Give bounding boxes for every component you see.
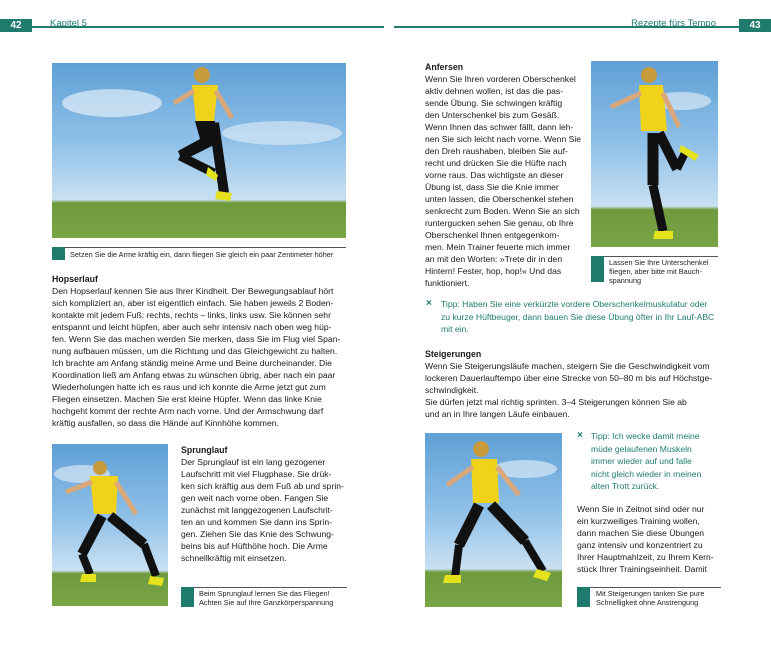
text-line: sende Übung. Sie schwingen kräftig <box>425 98 563 108</box>
tip1-text <box>441 298 731 336</box>
text-line: recht und drücken Sie die Hüfte nach <box>425 158 567 168</box>
text-line: ten an und kommen Sie dann ins Sprin- <box>181 517 332 527</box>
tip-line: alten Trott zurück. <box>591 481 660 491</box>
caption-line: spannung <box>609 276 642 285</box>
text-line: Wiederholungen hatte ich es raus und ich konnte die Arme jetzt gut zum <box>52 382 326 392</box>
text-line: Ihrer Hauptmahlzeit, zu Ihrem Kern- <box>577 552 714 562</box>
right-page-title: Rezepte fürs Tempo <box>631 18 716 29</box>
text-line: ein kurzweiliges Training wollen, <box>577 516 700 526</box>
anfersen-heading: Anfersen <box>425 62 464 72</box>
runner-sprint-photo <box>425 433 562 607</box>
runner-skipping-photo <box>52 63 346 238</box>
text-line: funktioniert. <box>425 278 470 288</box>
anfersen-section <box>425 61 581 289</box>
text-line: sich kompliziert an, aber ist eigentlich einfach. Sie haben jeweils 2 Boden- <box>52 298 334 308</box>
right-page-number: 43 <box>739 19 771 32</box>
caption-marker <box>52 247 65 260</box>
text-line: runtergucken sehen Sie genau, ob Ihre <box>425 218 574 228</box>
caption-rule <box>577 587 721 588</box>
text-line: fen. Wenn Sie das machen werden Sie merken, dass Sie im Flug viel Span- <box>52 334 341 344</box>
tip-line: zu kurze Hüftbeuger, dann bauen Sie diese Übung öfter in Ihr Lauf-ABC <box>441 311 715 322</box>
tip-line: immer wieder auf und falle <box>591 456 692 466</box>
text-line: Ich brachte am Anfang ständig meine Arme und Beine durcheinander. Die <box>52 358 332 368</box>
hopserlauf-section <box>52 273 348 429</box>
text-line: Wenn Ihnen das schwer fällt, dann leh- <box>425 122 574 132</box>
tip2-text <box>591 430 721 493</box>
text-line: hochgeht kommt der rechte Arm nach vorne. Und der Armschwung darf <box>52 406 324 416</box>
tip-line: mit ein. <box>441 324 469 334</box>
caption-rule <box>181 587 347 588</box>
text-line: beins bis auf Hüfthöhe hoch. Die Arme <box>181 541 328 551</box>
text-line: schnellkräftig mit einsetzen. <box>181 553 287 563</box>
tip-line: nicht gleich wieder in meinen <box>591 468 702 479</box>
text-line: Wenn Sie Steigerungsläufe machen, steigern Sie die Geschwindigkeit vom <box>425 361 710 371</box>
photo4-caption <box>596 589 724 607</box>
text-line: Wenn Sie Ihren vorderen Oberschenkel <box>425 74 576 84</box>
text-line: Hintern! Fester, hop, hop!« Und das <box>425 266 562 276</box>
caption-marker <box>591 256 604 282</box>
photo2-caption <box>199 589 349 607</box>
caption-line: Mit Steigerungen tanken Sie pure <box>596 589 705 598</box>
runner-bounding-photo <box>52 444 168 606</box>
text-line: schwindigkeit. <box>425 385 479 395</box>
caption-line: Achten Sie auf Ihre Ganzkörperspannung <box>199 598 334 607</box>
text-line: Übung ist, dass Sie die Knie immer <box>425 182 559 192</box>
tip-line: Tipp: Ich wecke damit meine <box>591 431 700 441</box>
left-page-number: 42 <box>0 19 32 32</box>
tip-marker-icon: × <box>426 298 432 309</box>
steigerungen-heading: Steigerungen <box>425 349 482 359</box>
photo1-caption: Setzen Sie die Arme kräftig ein, dann fliegen Sie gleich ein paar Zentimeter höher <box>70 250 334 259</box>
caption-line: fliegen, aber bitte mit Bauch- <box>609 267 702 276</box>
caption-line: Beim Sprunglauf lernen Sie das Fliegen! <box>199 589 330 598</box>
text-line: kontakte mit jedem Fuß: rechts, rechts – links, links usw. Sie können sehr <box>52 310 331 320</box>
zeitnot-paragraph <box>577 503 721 575</box>
tip-line: müde gelaufenen Muskeln <box>591 443 692 454</box>
caption-rule <box>591 256 718 257</box>
text-line: Laufschritt mit viel Flugphase. Sie drük- <box>181 469 332 479</box>
tip-line: Tipp: Haben Sie eine verkürzte vordere Oberschenkelmuskulatur oder <box>441 299 708 309</box>
photo3-caption <box>609 258 721 285</box>
steigerungen-section <box>425 348 721 420</box>
text-line: gen. Ziehen Sie das Knie des Schwung- <box>181 529 334 539</box>
caption-line: Lassen Sie Ihre Unterschenkel <box>609 258 709 267</box>
text-line: ganz intensiv und konzentriert zu <box>577 540 703 550</box>
text-line: an mit den Worten: »Trete dir in den <box>425 254 563 264</box>
text-line: den Dreh raushaben, bleiben Sie auf- <box>425 146 568 156</box>
caption-marker <box>181 587 194 607</box>
caption-line: Schnelligkeit ohne Anstrengung <box>596 598 699 607</box>
text-line: Oberschenkel Ihnen entgegenkom- <box>425 230 560 240</box>
text-line: entspannt und leicht hüpfen, aber auch sehr intensiv nach oben weg hüp- <box>52 322 332 332</box>
text-line: den Unterschenkel bis zum Gesäß. <box>425 110 560 120</box>
text-line: zunächst mit langgezogenen Laufschrit- <box>181 505 333 515</box>
text-line: stück Ihrer Trainingseinheit. Damit <box>577 564 707 574</box>
text-line: Wenn Sie in Zeitnot sind oder nur <box>577 504 705 514</box>
text-line: ken sich kräftig aus dem Fuß ab und sprin- <box>181 481 344 491</box>
sprunglauf-section <box>181 444 347 564</box>
text-line: lockeren Dauerlauftempo über eine Strecke von 50–80 m bis auf Höchstge- <box>425 373 713 383</box>
text-line: Fliegen einsetzen. Machen Sie erst kleine Hüpfer. Wenn das linke Knie <box>52 394 322 404</box>
text-line: Koordination ließ am Anfang etwas zu wünschen übrig, aber nach ein paar <box>52 370 336 380</box>
text-line: Der Sprunglauf ist ein lang gezogener <box>181 457 326 467</box>
text-line: vorne raus. Das wichtigste an dieser <box>425 170 564 180</box>
text-line: dann machen Sie diese Übungen <box>577 528 705 538</box>
tip-marker-icon: × <box>577 430 583 441</box>
caption-rule <box>52 247 346 248</box>
runner-heel-kick-photo <box>591 61 718 247</box>
text-line: und an in Ihre langen Läufe einbauen. <box>425 409 570 419</box>
text-line: kräftig ausfallen, so dass die Hände auf Kinnhöhe kommen. <box>52 418 279 428</box>
chapter-label: Kapitel 5 <box>50 18 87 29</box>
text-line: nen Sie sich leicht nach vorne. Wenn Sie <box>425 134 582 144</box>
text-line: nung aufbauen müssen, um die Richtung und das Gleichgewicht zu halten. <box>52 346 338 356</box>
hopserlauf-heading: Hopserlauf <box>52 274 98 284</box>
text-line: gen weit nach vorne oben. Fangen Sie <box>181 493 329 503</box>
text-line: men. Mein Trainer feuerte mich immer <box>425 242 571 252</box>
text-line: aktiv dehnen wollen, ist das die pas- <box>425 86 564 96</box>
sprunglauf-heading: Sprunglauf <box>181 445 228 455</box>
text-line: senkrecht zum Boden. Wenn Sie an sich <box>425 206 580 216</box>
text-line: Sie dürfen jetzt mal richtig sprinten. 3–4 Steigerungen können Sie ab <box>425 397 687 407</box>
text-line: Den Hopserlauf kennen Sie aus Ihrer Kindheit. Der Bewegungsablauf hört <box>52 286 334 296</box>
text-line: unten lassen, die Oberschenkel stehen <box>425 194 574 204</box>
caption-marker <box>577 587 590 607</box>
